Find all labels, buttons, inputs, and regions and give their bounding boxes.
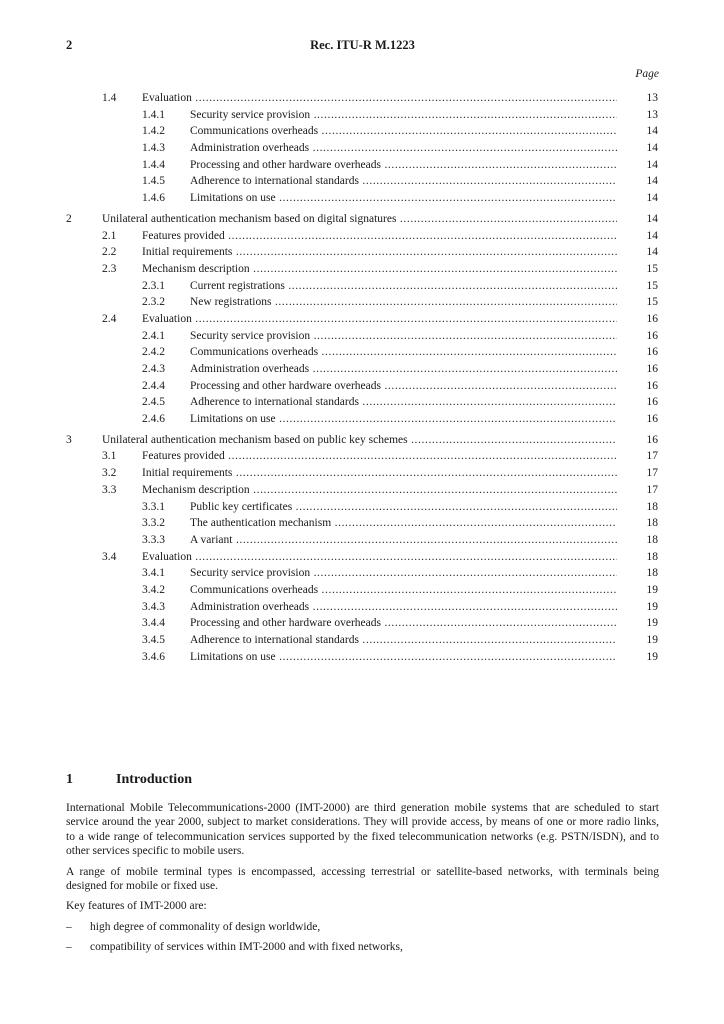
introduction-section: [66, 772, 659, 961]
toc-entry-page: 15: [646, 262, 658, 275]
toc-entry-page: 17: [646, 483, 658, 496]
toc-entry-title: Security service provision .....: [190, 565, 617, 582]
toc-entry-number: 2.2: [102, 246, 117, 259]
bullet-item: [66, 940, 659, 954]
intro-paragraph: Key features of IMT-2000 are:: [66, 900, 207, 913]
toc-entry-title: Processing and other hardware overheads .....: [190, 378, 617, 395]
toc-entry[interactable]: [0, 294, 724, 311]
toc-entry-number: 1.4.5: [142, 175, 165, 188]
toc-entry-title: A variant .....: [190, 532, 617, 549]
toc-entry-number: 2: [66, 212, 72, 225]
toc-entry[interactable]: [0, 465, 724, 482]
toc-entry-page: 13: [646, 92, 658, 104]
toc-entry-number: 2.4.6: [142, 413, 165, 426]
toc-entry[interactable]: [0, 328, 724, 345]
toc-entry-page: 16: [646, 433, 658, 446]
toc-entry-number: 2.3: [102, 262, 117, 275]
toc-entry-title: Current registrations .....: [190, 278, 617, 295]
toc-entry[interactable]: [0, 515, 724, 532]
toc-entry[interactable]: [0, 582, 724, 599]
toc-entry[interactable]: [0, 599, 724, 616]
page-number: 2: [66, 38, 73, 52]
toc-entry-page: 18: [646, 500, 658, 513]
toc-page-column-label: Page: [635, 68, 659, 80]
intro-paragraph: International Mobile Telecommunications-2000 (IMT-2000) are third generation mobile systems that are scheduled to start service around the year 2000, subject to market considerations. They will provide access, by means of one or more radio links, to a wide range of telecommunication services supported by the fixed telecommunication networks (e.g. PSTN/ISDN), and to other services specific to mobile users.: [66, 802, 659, 858]
toc-entry-number: 1.4.4: [142, 158, 165, 171]
toc-entry-number: 3.3.2: [142, 517, 165, 530]
toc-entry-title: Adherence to international standards .....: [190, 394, 617, 411]
toc-entry-number: 2.4.4: [142, 379, 165, 392]
toc-entry-number: 2.3.2: [142, 296, 165, 309]
toc-entry-title: Initial requirements .....: [142, 244, 617, 261]
toc-entry-number: 3.4.2: [142, 583, 165, 596]
toc-entry-page: 14: [646, 229, 658, 242]
toc-entry[interactable]: [0, 211, 724, 228]
toc-entry[interactable]: [0, 107, 724, 124]
toc-entry-page: 14: [646, 246, 658, 259]
toc-entry-page: 15: [646, 296, 658, 309]
toc-entry-page: 13: [646, 108, 658, 121]
toc-entry[interactable]: [0, 173, 724, 190]
toc-entry-number: 3.3.1: [142, 500, 165, 513]
toc-entry-page: 19: [646, 634, 658, 646]
toc-entry-number: 3.4.5: [142, 634, 165, 646]
toc-entry-title: Initial requirements .....: [142, 465, 617, 482]
toc-entry-page: 14: [646, 212, 658, 225]
toc-entry-title: Administration overheads .....: [190, 140, 617, 157]
toc-entry-title: Limitations on use .....: [190, 190, 617, 207]
toc-entry-title: Administration overheads .....: [190, 599, 617, 616]
toc-entry-page: 18: [646, 567, 658, 580]
bullet-dash: –: [66, 941, 72, 954]
toc-entry-page: 16: [646, 346, 658, 359]
toc-entry-page: 17: [646, 467, 658, 480]
toc-entry[interactable]: [0, 157, 724, 174]
bullet-text: compatibility of services within IMT-2000 and with fixed networks,: [90, 941, 403, 954]
toc-entry[interactable]: [0, 499, 724, 516]
bullet-item: [66, 920, 659, 934]
toc-entry-title: Features provided .....: [142, 448, 617, 465]
toc-entry-number: 3: [66, 433, 72, 446]
toc-entry-number: 1.4.6: [142, 192, 165, 205]
toc-entry[interactable]: [0, 565, 724, 582]
toc-entry[interactable]: [0, 90, 724, 107]
toc-entry[interactable]: [0, 411, 724, 428]
toc-entry[interactable]: [0, 140, 724, 157]
toc-entry-page: 18: [646, 550, 658, 563]
toc-entry-number: 3.2: [102, 467, 117, 480]
intro-paragraph: A range of mobile terminal types is encompassed, accessing terrestrial or satellite-based networks, with terminals being designed for mobile or fixed use.: [66, 865, 659, 893]
section-title: Introduction: [116, 772, 192, 787]
toc-entry-number: 2.4: [102, 312, 117, 325]
toc-entry-page: 14: [646, 192, 658, 205]
toc-entry-title: Mechanism description .....: [142, 261, 617, 278]
toc-entry-number: 2.3.1: [142, 279, 165, 292]
toc-entry-title: Mechanism description .....: [142, 482, 617, 499]
toc-entry[interactable]: [0, 261, 724, 278]
section-number: 1: [66, 772, 73, 787]
toc-entry-title: Processing and other hardware overheads .....: [190, 157, 617, 174]
toc-entry-number: 3.3.3: [142, 533, 165, 546]
toc-entry-number: 1.4.1: [142, 108, 165, 121]
toc-entry-title: Adherence to international standards .....: [190, 632, 617, 649]
toc-entry[interactable]: [0, 228, 724, 245]
toc-entry-number: 3.4.6: [142, 650, 165, 663]
toc-entry-title: Processing and other hardware overheads .....: [190, 615, 617, 632]
toc-entry-title: Security service provision .....: [190, 107, 617, 124]
document-reference: Rec. ITU-R M.1223: [310, 38, 415, 52]
toc-entry-page: 19: [646, 583, 658, 596]
toc-entry-page: 18: [646, 517, 658, 530]
toc-entry[interactable]: [0, 432, 724, 449]
toc-entry-page: 15: [646, 279, 658, 292]
toc-entry-page: 16: [646, 312, 658, 325]
section-heading: [66, 772, 659, 790]
toc-entry-page: 14: [646, 175, 658, 188]
toc-entry-title: New registrations .....: [190, 294, 617, 311]
toc-entry-number: 3.4.4: [142, 617, 165, 630]
toc-entry-title: Limitations on use .....: [190, 649, 617, 666]
toc-entry-title: Security service provision .....: [190, 328, 617, 345]
toc-entry-title: Adherence to international standards .....: [190, 173, 617, 190]
toc-entry-number: 2.1: [102, 229, 117, 242]
toc-entry-page: 18: [646, 533, 658, 546]
toc-entry-title: Administration overheads .....: [190, 361, 617, 378]
toc-entry-number: 3.3: [102, 483, 117, 496]
toc-entry-page: 17: [646, 450, 658, 463]
toc-entry[interactable]: [0, 244, 724, 261]
toc-entry-number: 2.4.5: [142, 396, 165, 409]
toc-entry-page: 14: [646, 142, 658, 155]
toc-entry-title: Communications overheads .....: [190, 123, 617, 140]
toc-entry[interactable]: [0, 394, 724, 411]
toc-entry[interactable]: [0, 448, 724, 465]
toc-entry-number: 2.4.3: [142, 363, 165, 375]
toc-entry-page: 16: [646, 329, 658, 342]
toc-entry-page: 14: [646, 125, 658, 138]
toc-entry-number: 3.1: [102, 450, 117, 463]
toc-entry-page: 19: [646, 600, 658, 613]
toc-entry[interactable]: [0, 190, 724, 207]
toc-entry[interactable]: [0, 615, 724, 632]
toc-entry-page: 19: [646, 650, 658, 663]
toc-entry-number: 3.4: [102, 550, 117, 563]
bullet-text: high degree of commonality of design worldwide,: [90, 920, 321, 933]
toc-entry[interactable]: [0, 378, 724, 395]
toc-entry-title: Limitations on use .....: [190, 411, 617, 428]
toc-entry-title: Features provided .....: [142, 228, 617, 245]
toc-entry-page: 16: [646, 396, 658, 409]
toc-entry-title: Evaluation .....: [142, 311, 617, 328]
toc-entry[interactable]: [0, 649, 724, 666]
toc-entry[interactable]: [0, 311, 724, 328]
toc-entry-title: Public key certificates .....: [190, 499, 617, 516]
toc-entry-number: 2.4.1: [142, 329, 165, 342]
table-of-contents: [0, 90, 724, 665]
toc-entry[interactable]: [0, 532, 724, 549]
toc-entry[interactable]: [0, 344, 724, 361]
toc-entry-number: 1.4.3: [142, 142, 165, 155]
toc-entry-title: Unilateral authentication mechanism based on public key schemes .....: [102, 432, 617, 449]
toc-entry[interactable]: [0, 632, 724, 649]
page-header: [66, 38, 659, 56]
toc-entry-number: 3.4.1: [142, 567, 165, 580]
toc-entry-page: 16: [646, 413, 658, 426]
toc-entry-number: 2.4.2: [142, 346, 165, 359]
toc-entry-page: 14: [646, 158, 658, 171]
toc-entry-page: 16: [646, 379, 658, 392]
toc-entry[interactable]: [0, 549, 724, 566]
toc-entry[interactable]: [0, 278, 724, 295]
toc-entry-title: Evaluation .....: [142, 549, 617, 566]
toc-entry-page: 19: [646, 617, 658, 630]
toc-entry-number: 3.4.3: [142, 600, 165, 613]
toc-entry-title: The authentication mechanism .....: [190, 515, 617, 532]
toc-entry-title: Communications overheads .....: [190, 344, 617, 361]
toc-entry[interactable]: [0, 123, 724, 140]
toc-entry[interactable]: [0, 361, 724, 378]
toc-entry-number: 1.4.2: [142, 125, 165, 138]
toc-entry[interactable]: [0, 482, 724, 499]
toc-entry-title: Unilateral authentication mechanism based on digital signatures .....: [102, 211, 617, 228]
toc-entry-number: 1.4: [102, 92, 117, 104]
toc-entry-title: Evaluation .....: [142, 90, 617, 107]
toc-entry-title: Communications overheads .....: [190, 582, 617, 599]
bullet-dash: –: [66, 920, 72, 933]
toc-entry-page: 16: [646, 363, 658, 375]
